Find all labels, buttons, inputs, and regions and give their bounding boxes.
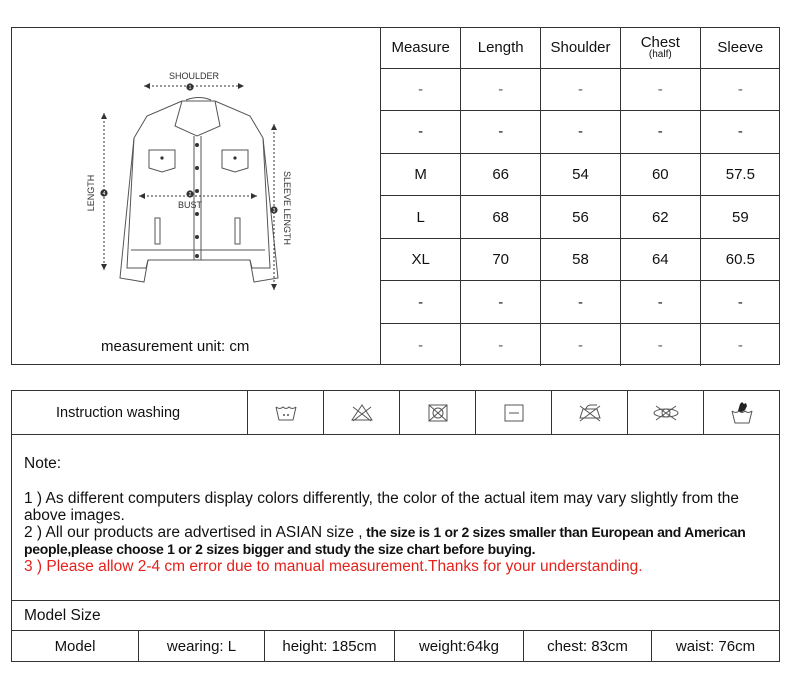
table-row: [381, 68, 780, 111]
table-cell: -: [381, 111, 461, 154]
shoulder-label: SHOULDER: [168, 71, 220, 81]
model-size-row: [12, 631, 779, 662]
marker-shoulder: 1: [188, 85, 192, 91]
no-tumble-dry-icon: [400, 391, 476, 434]
table-cell: XL: [381, 238, 461, 281]
model-cell-weight: weight:64kg: [395, 631, 524, 662]
header-measure: Measure: [381, 28, 461, 68]
marker-sleeve: 3: [272, 208, 276, 214]
table-cell: 70: [461, 238, 541, 281]
table-cell: -: [700, 68, 780, 111]
header-chest-label: Chest: [640, 34, 680, 52]
no-bleach-icon: [324, 391, 400, 434]
notes-section: [12, 435, 779, 601]
table-cell: -: [700, 111, 780, 154]
measurement-unit: measurement unit: cm: [101, 338, 250, 355]
table-cell: 58: [541, 238, 621, 281]
header-shoulder: Shoulder: [541, 28, 621, 68]
header-chest-sub: (half): [648, 49, 672, 61]
wash-30-icon: [248, 391, 324, 434]
table-row: [381, 153, 780, 196]
table-cell: -: [461, 68, 541, 111]
model-cell-name: Model: [12, 631, 139, 662]
table-cell: -: [381, 324, 461, 367]
table-cell: -: [620, 281, 700, 324]
table-cell: -: [541, 111, 621, 154]
size-table: [381, 28, 780, 366]
table-cell: 59: [700, 196, 780, 239]
flat-dry-icon: [476, 391, 552, 434]
jacket-diagram: [12, 28, 381, 364]
table-row: [381, 238, 780, 281]
no-dry-clean-icon: [628, 391, 704, 434]
care-and-notes: [11, 390, 780, 662]
table-cell: 66: [461, 153, 541, 196]
table-cell: -: [381, 281, 461, 324]
sleeve-label: SLEEVE LENGTH: [282, 170, 292, 246]
size-chart: [11, 27, 780, 365]
hand-wash-icon: [704, 391, 779, 434]
washing-instructions: [12, 391, 779, 435]
table-cell: -: [700, 324, 780, 367]
note-line-2: [24, 524, 767, 558]
header-chest: [620, 28, 700, 68]
header-length: Length: [461, 28, 541, 68]
table-cell: 60.5: [700, 238, 780, 281]
table-cell: -: [461, 281, 541, 324]
model-cell-height: height: 185cm: [265, 631, 395, 662]
table-row: [381, 196, 780, 239]
table-cell: -: [461, 324, 541, 367]
length-label: LENGTH: [86, 174, 96, 212]
bust-label: BUST: [177, 200, 203, 210]
table-cell: 68: [461, 196, 541, 239]
table-cell: -: [461, 111, 541, 154]
table-cell: 60: [620, 153, 700, 196]
table-cell: L: [381, 196, 461, 239]
table-cell: 62: [620, 196, 700, 239]
washing-label: Instruction washing: [12, 391, 248, 434]
table-cell: 56: [541, 196, 621, 239]
table-cell: -: [620, 324, 700, 367]
table-cell: -: [541, 68, 621, 111]
size-table-header: [381, 28, 780, 68]
note-line-3: 3 ) Please allow 2-4 cm error due to manual measurement.Thanks for your understanding.: [24, 558, 643, 575]
table-cell: -: [541, 324, 621, 367]
marker-bust: 2: [188, 192, 192, 198]
model-cell-waist: waist: 76cm: [675, 638, 756, 655]
note-title: Note:: [24, 455, 62, 472]
note-line-2-b: the size is 1 or 2 sizes smaller than European and American people,please choose 1 or 2 sizes bigger and study the size chart before buying.: [24, 524, 746, 557]
table-cell: -: [700, 281, 780, 324]
table-cell: 57.5: [700, 153, 780, 196]
header-sleeve: Sleeve: [700, 28, 780, 68]
note-line-2-a: 2 ) All our products are advertised in ASIAN size ,: [24, 524, 363, 541]
model-cell-wearing: wearing: L: [139, 631, 265, 662]
table-row: [381, 324, 780, 367]
low-iron-icon: [552, 391, 628, 434]
model-size-title: Model Size: [12, 601, 779, 631]
table-cell: 64: [620, 238, 700, 281]
table-cell: -: [620, 68, 700, 111]
marker-length: 4: [102, 191, 106, 197]
table-cell: -: [381, 68, 461, 111]
table-cell: -: [620, 111, 700, 154]
note-line-1: 1 ) As different computers display colors differently, the color of the actual item may vary slightly from the above images.: [24, 490, 740, 524]
table-cell: -: [541, 281, 621, 324]
table-row: [381, 111, 780, 154]
table-cell: M: [381, 153, 461, 196]
model-cell-chest: chest: 83cm: [524, 631, 652, 662]
jacket-illustration: [12, 28, 381, 328]
table-row: [381, 281, 780, 324]
table-cell: 54: [541, 153, 621, 196]
